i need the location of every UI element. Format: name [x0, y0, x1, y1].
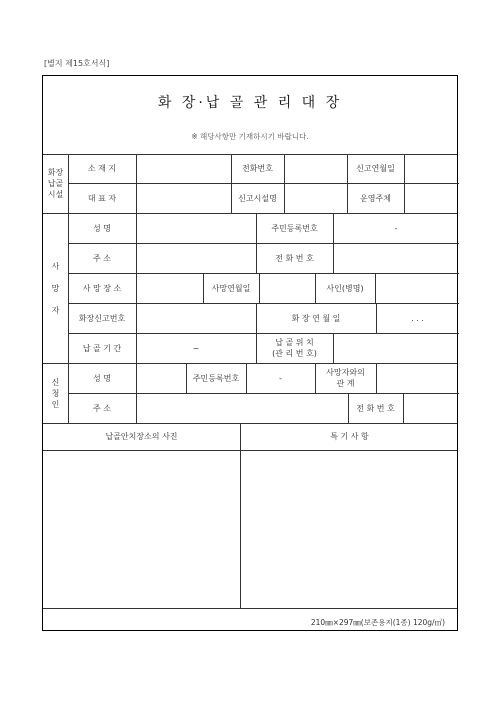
rule	[136, 154, 137, 213]
deceased-resident-no-label: 주민등록번호	[271, 223, 318, 233]
form-note: ※ 해당사항만 기재하시기 바랍니다.	[191, 132, 309, 141]
rule	[333, 333, 334, 363]
photo-label: 납골안치장소의 사진	[105, 432, 178, 441]
deceased-address-label: 주 소	[93, 253, 111, 263]
rule	[404, 154, 405, 213]
applicant-section-label: 신 청 인	[51, 377, 60, 409]
deceased-name-label: 성 명	[93, 223, 111, 233]
ossuary-location-label: 납 골 위 치 (관 리 번 호)	[272, 338, 317, 358]
facility-phone-label: 전화번호	[242, 164, 273, 173]
form-title: 화 장·납 골 관 리 대 장	[157, 95, 343, 111]
report-date-label: 신고연월일	[356, 164, 395, 173]
rule	[43, 450, 457, 451]
rule	[375, 273, 376, 303]
applicant-phone-label: 전 화 번 호	[356, 403, 395, 413]
rule	[403, 393, 404, 423]
cremation-date-label: 화 장 연 월 일	[291, 313, 341, 323]
applicant-resident-dash: -	[279, 373, 282, 383]
death-place-label: 사 망 장 소	[82, 283, 122, 293]
relation-label: 사망자와의 관 계	[326, 368, 365, 388]
applicant-resident-no-label: 주민등록번호	[192, 373, 240, 383]
death-cause-label: 사인(병명)	[326, 283, 364, 293]
rule	[376, 363, 377, 393]
ledger-form	[42, 75, 458, 631]
rule	[240, 423, 241, 608]
location-label: 소 재 지	[87, 164, 117, 173]
representative-label: 대 표 자	[87, 193, 117, 203]
rule	[259, 273, 260, 303]
deceased-phone-label: 전 화 번 호	[275, 253, 314, 263]
rule	[43, 608, 457, 609]
period-label: 납 골 기 간	[82, 343, 122, 353]
death-date-label: 사망연월일	[211, 283, 251, 293]
paper-spec: 210㎜×297㎜(보존용지(1종) 120g/㎡)	[310, 618, 445, 627]
facility-section-label: 화장 납골 시설	[47, 168, 64, 199]
form-code: [별지 제15호서식]	[44, 59, 110, 68]
facility-name-label: 신고시설명	[238, 193, 277, 203]
rule	[284, 154, 285, 213]
period-tilde: ~	[192, 343, 200, 353]
applicant-name-label: 성 명	[93, 373, 111, 383]
operator-label: 운영주체	[360, 193, 391, 203]
cremation-no-label: 화장신고번호	[78, 313, 126, 323]
rule	[136, 213, 137, 423]
cremation-date-dots: . . .	[411, 313, 424, 323]
deceased-resident-dash: -	[394, 223, 398, 233]
remarks-label: 특 기 사 항	[330, 432, 369, 441]
applicant-address-label: 주 소	[93, 403, 111, 413]
deceased-section-label: 사 망 자	[51, 261, 60, 315]
